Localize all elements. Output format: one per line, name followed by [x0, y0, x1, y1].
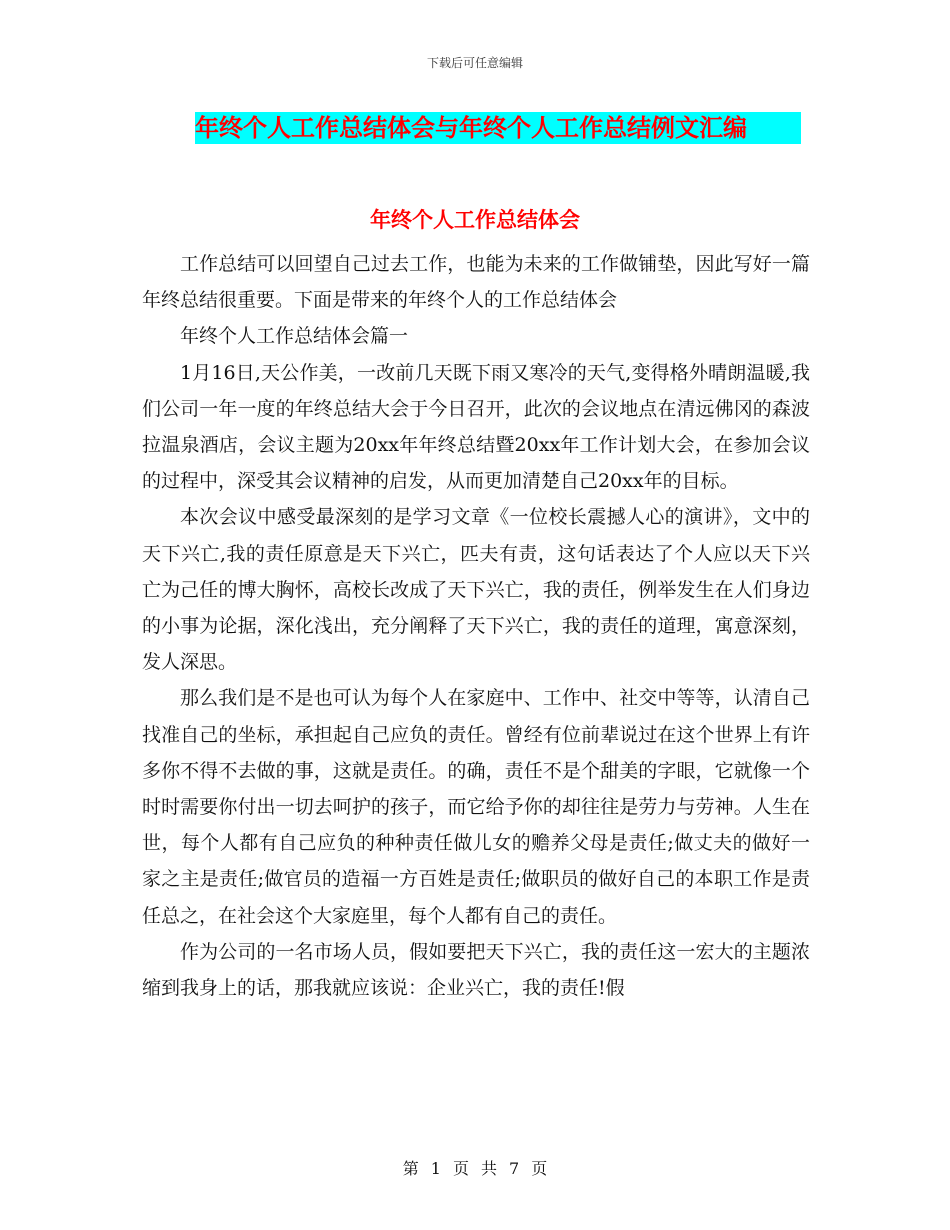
- footer-page-number: 1: [430, 1159, 441, 1178]
- paragraph: 作为公司的一名市场人员，假如要把天下兴亡，我的责任这一宏大的主题浓缩到我身上的话，那我就应该说：企业兴亡，我的责任!假: [142, 940, 810, 1000]
- header-note: 下载后可任意编辑: [426, 56, 523, 70]
- footer-total-label: 共: [481, 1159, 498, 1178]
- paragraph: 本次会议中感受最深刻的是学习文章《一位校长震撼人心的演讲》，文中的天下兴亡,我的责任原意是天下兴亡，匹夫有责，这句话表达了个人应以天下兴亡为己任的博大胸怀，高校长改成了天下兴亡，我的责任，例举发生在人们身边的小事为论据，深化浅出，充分阐释了天下兴亡，我的责任的道理，寓意深刻，发人深思。: [142, 506, 810, 674]
- paragraph: 工作总结可以回望自己过去工作，也能为未来的工作做铺垫，因此写好一篇年终总结很重要。下面是带来的年终个人的工作总结体会: [142, 253, 810, 312]
- footer-page-label: 第: [402, 1159, 419, 1178]
- paragraph-heading: 年终个人工作总结体会篇一: [180, 325, 409, 348]
- footer-page-unit: 页: [452, 1159, 469, 1178]
- section-title: 年终个人工作总结体会: [370, 207, 580, 232]
- page-footer: [0, 1156, 950, 1179]
- paragraph: 1月16日,天公作美，一改前几天既下雨又寒冷的天气,变得格外晴朗温暖,我们公司一年一度的年终总结大会于今日召开，此次的会议地点在清远佛冈的森波拉温泉酒店，会议主题为20xx年年终总结暨20xx年工作计划大会，在参加会议的过程中，深受其会议精神的启发，从而更加清楚自己20xx年的目标。: [142, 361, 810, 493]
- footer-total-number: 7: [509, 1159, 520, 1178]
- main-title: 年终个人工作总结体会与年终个人工作总结例文汇编: [195, 113, 747, 142]
- body-text: [142, 246, 810, 1006]
- main-title-highlight: [195, 112, 801, 144]
- paragraph: 那么我们是不是也可认为每个人在家庭中、工作中、社交中等等，认清自己找准自己的坐标，承担起自己应负的责任。曾经有位前辈说过在这个世界上有许多你不得不去做的事，这就是责任。的确，责任不是个甜美的字眼，它就像一个时时需要你付出一切去呵护的孩子，而它给予你的却往往是劳力与劳神。人生在世，每个人都有自己应负的种种责任做儿女的赡养父母是责任;做丈夫的做好一家之主是责任;做官员的造福一方百姓是责任;做职员的做好自己的本职工作是责任总之，在社会这个大家庭里，每个人都有自己的责任。: [142, 687, 810, 927]
- footer-total-unit: 页: [531, 1159, 548, 1178]
